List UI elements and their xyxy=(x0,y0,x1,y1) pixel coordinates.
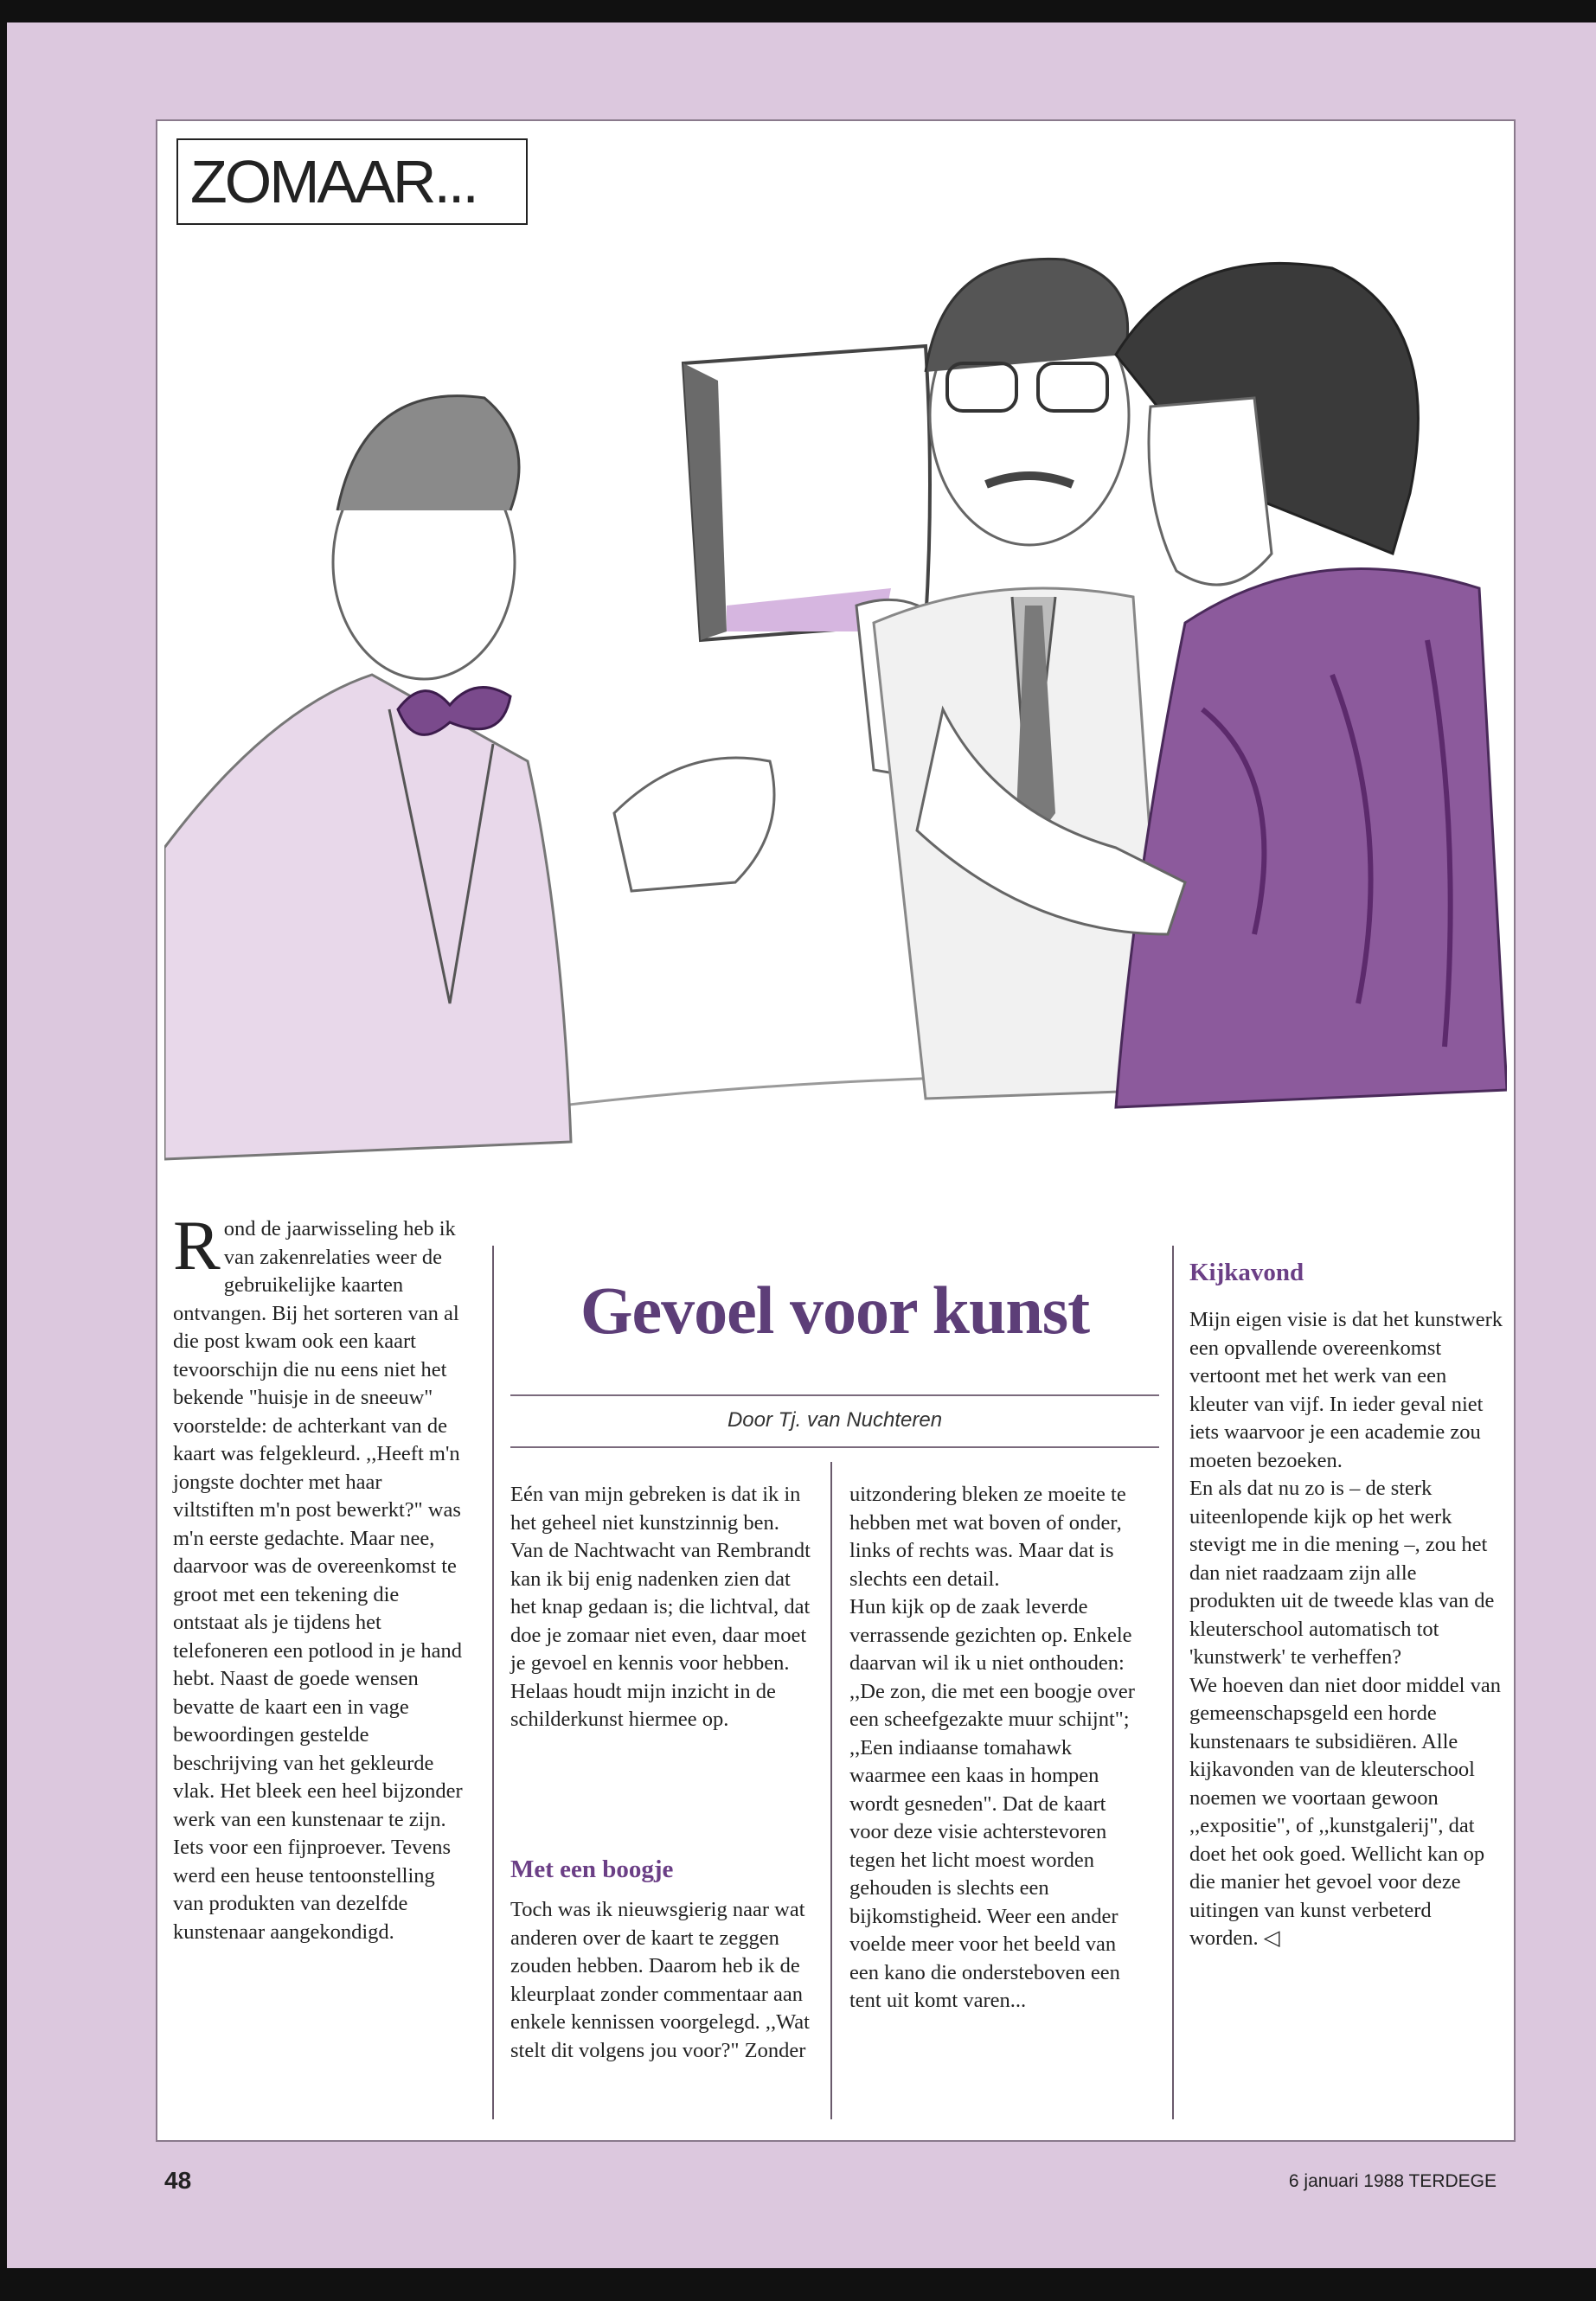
article-column-1 xyxy=(173,1206,467,1946)
scan-edge-left xyxy=(0,0,7,2301)
byline-rule-bottom xyxy=(510,1446,1159,1448)
illustration xyxy=(164,225,1507,1176)
section-rubric: ZOMAAR... xyxy=(176,138,528,225)
column-2b-text: Toch was ik nieuwsgierig naar wat anderen over de kaart te zeggen zouden hebben. Daarom heb ik de kleurplaat zonder commentaar aan enkele kennissen voorgelegd. ,,Wat stelt dit volgens jou voor?" Zonder xyxy=(510,1898,810,2062)
subhead-met-een-boogje: Met een boogje xyxy=(510,1856,674,1883)
column-1-text: ond de jaarwisseling heb ik van zakenrelaties weer de gebruikelijke kaarten ontvangen. Bij het sorteren van al die post kwam ook een kaart tevoorschijn die nu eens niet het bekende "huisje in de sneeuw" voorstelde: de achterkant van de kaart was felgekleurd. ,,Heeft m'n jongste dochter met haar viltstiften m'n post bewerkt?" was m'n eerste gedachte. Maar nee, daarvoor was de overeenkomst te groot met een tekening die ontstaat als je tijdens het telefoneren een potlood in je hand hebt. Naast de goede wensen bevatte de kaart een in vage bewoordingen gestelde beschrijving van het gekleurde vlak. Het bleek een heel bijzonder werk van een kunstenaar te zijn. Iets voor een fijnproever. Tevens werd een heuse tentoonstelling van produkten van dezelfde kunstenaar aangekondigd. xyxy=(173,1217,463,1944)
headline-block xyxy=(510,1272,1159,1349)
column-divider xyxy=(492,1246,494,2119)
column-4c-text: We hoeven dan niet door middel van gemeenschapsgeld een horde kunstenaars te subsidiëren. Alle kijkavonden van de kleuterschool noemen we voortaan gewoon ,,expositie", of ,,kunstgalerij", dat doet het ook goed. Wellicht kan op die manier het gevoel voor deze uitingen van kunst verbeterd worden. ◁ xyxy=(1189,1673,1501,1950)
column-4-text: Mijn eigen visie is dat het kunstwerk een opvallende overeenkomst vertoont met het werk van een kleuter van vijf. In ieder geval niet iets waarvoor je een academie zou moeten bezoeken. xyxy=(1189,1308,1503,1472)
subhead-kijkavond: Kijkavond xyxy=(1189,1259,1304,1286)
column-divider xyxy=(830,1462,832,2119)
column-3b-text: Hun kijk op de zaak leverde verrassende gezichten op. Enkele daarvan wil ik u niet onthouden: ,,De zon, die met een boogje over een scheefgezakte muur schijnt"; ,,Een indiaanse tomahawk waarmee een kaas in hompen wordt gesneden". Dat de kaart voor deze visie achterstevoren tegen het licht moest worden gehouden is slechts een bijkomstigheid. Weer een ander voelde meer voor het beeld van een kano die ondersteboven een tent uit komt varen... xyxy=(849,1595,1135,2012)
column-3-text: uitzondering bleken ze moeite te hebben met wat boven of onder, links of rechts was. Maar dat is slechts een detail. xyxy=(849,1483,1126,1591)
column-divider xyxy=(1172,1246,1174,2119)
drop-cap: R xyxy=(173,1206,221,1285)
page-number: 48 xyxy=(164,2167,192,2194)
article-column-3 xyxy=(849,1481,1148,2016)
article-column-2 xyxy=(510,1481,813,1734)
article-column-4 xyxy=(1189,1306,1505,1953)
byline-rule-top xyxy=(510,1394,1159,1396)
byline: Door Tj. van Nuchteren xyxy=(727,1408,943,1432)
scan-edge-bottom xyxy=(0,2268,1596,2301)
scan-edge-top xyxy=(0,0,1596,22)
column-4b-text: En als dat nu zo is – de sterk uiteenlopende kijk op het werk stevigt me in die mening –, zou het dan niet raadzaam zijn alle produkten uit de tweede klas van de kleuterschool automatisch tot 'kunstwerk' te verheffen? xyxy=(1189,1477,1495,1669)
dateline: 6 januari 1988 TERDEGE xyxy=(1288,2171,1497,2191)
article-title: Gevoel voor kunst xyxy=(580,1272,1090,1348)
article-column-2-continued xyxy=(510,1896,813,2065)
column-2-text: Eén van mijn gebreken is dat ik in het geheel niet kunstzinnig ben. Van de Nachtwacht van Rembrandt kan ik bij enig nadenken zien dat het knap gedaan is; die lichtval, dat doe je zomaar niet even, daar moet je gevoel en kennis voor hebben. Helaas houdt mijn inzicht in de schilderkunst hiermee op. xyxy=(510,1483,811,1731)
